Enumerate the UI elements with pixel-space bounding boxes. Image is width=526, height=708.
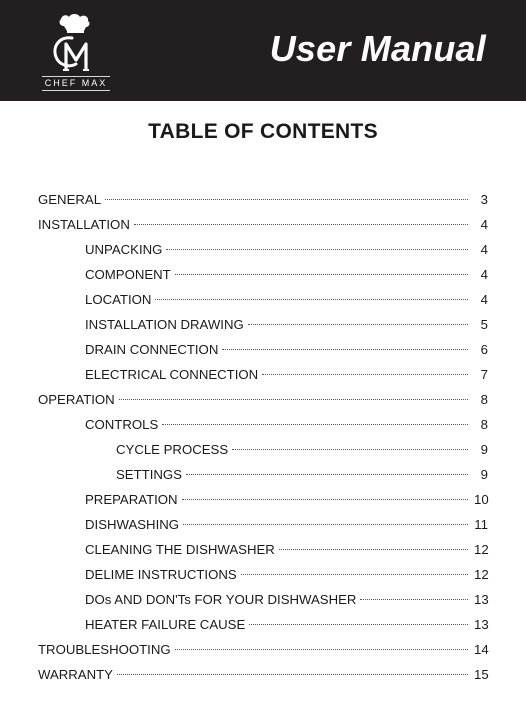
toc-entry-page: 3 <box>480 192 488 207</box>
toc-entry-page: 5 <box>480 317 488 332</box>
toc-entry[interactable] <box>0 387 526 412</box>
toc-entry-label: SETTINGS <box>116 467 182 482</box>
toc-entry-page: 12 <box>474 542 489 557</box>
toc-entry[interactable] <box>0 487 526 512</box>
toc-entry-page: 4 <box>480 292 488 307</box>
toc-entry-label: UNPACKING <box>85 242 163 257</box>
toc-entry[interactable] <box>0 287 526 312</box>
toc-entry-page: 4 <box>480 217 488 232</box>
toc-entry-page: 14 <box>474 642 489 657</box>
toc-entry[interactable] <box>0 412 526 437</box>
toc-dot-leader <box>105 199 468 200</box>
toc-entry-label: WARRANTY <box>38 667 113 682</box>
toc-entry-label: DOs AND DON'Ts FOR YOUR DISHWASHER <box>85 592 357 607</box>
toc-entry-page: 4 <box>480 242 488 257</box>
logo-rule-bottom <box>42 90 110 91</box>
toc-entry-page: 7 <box>480 367 488 382</box>
toc-dot-leader <box>119 399 468 400</box>
toc-entry-label: CYCLE PROCESS <box>116 442 229 457</box>
toc-entry-label: OPERATION <box>38 392 115 407</box>
toc-dot-leader <box>183 524 468 525</box>
toc-dot-leader <box>232 449 468 450</box>
toc-entry-page: 12 <box>474 567 489 582</box>
toc-dot-leader <box>186 474 468 475</box>
table-of-contents <box>0 187 526 687</box>
toc-entry[interactable] <box>0 537 526 562</box>
toc-dot-leader <box>166 249 468 250</box>
toc-dot-leader <box>155 299 468 300</box>
toc-entry[interactable] <box>0 362 526 387</box>
chef-max-logo <box>36 12 116 90</box>
toc-entry[interactable] <box>0 337 526 362</box>
toc-entry[interactable] <box>0 562 526 587</box>
toc-entry-label: DELIME INSTRUCTIONS <box>85 567 237 582</box>
toc-entry-page: 6 <box>480 342 488 357</box>
toc-entry-label: HEATER FAILURE CAUSE <box>85 617 246 632</box>
toc-entry-page: 9 <box>480 442 488 457</box>
toc-entry-label: DISHWASHING <box>85 517 180 532</box>
toc-entry[interactable] <box>0 237 526 262</box>
toc-entry-page: 8 <box>480 417 488 432</box>
toc-entry-page: 8 <box>480 392 488 407</box>
toc-dot-leader <box>134 224 468 225</box>
toc-dot-leader <box>279 549 468 550</box>
logo-text: CHEF MAX <box>44 78 108 88</box>
document-title: User Manual <box>269 28 486 69</box>
toc-heading: TABLE OF CONTENTS <box>148 120 378 143</box>
toc-entry-label: GENERAL <box>38 192 102 207</box>
toc-entry[interactable] <box>0 437 526 462</box>
toc-entry[interactable] <box>0 587 526 612</box>
toc-entry-label: ELECTRICAL CONNECTION <box>85 367 259 382</box>
toc-entry-page: 11 <box>474 517 488 532</box>
toc-entry-page: 10 <box>474 492 489 507</box>
toc-entry-label: LOCATION <box>85 292 152 307</box>
toc-dot-leader <box>162 424 468 425</box>
toc-entry-label: TROUBLESHOOTING <box>38 642 171 657</box>
toc-dot-leader <box>262 374 468 375</box>
toc-entry-label: INSTALLATION <box>38 217 130 232</box>
toc-entry[interactable] <box>0 462 526 487</box>
toc-entry-label: CLEANING THE DISHWASHER <box>85 542 275 557</box>
toc-entry[interactable] <box>0 187 526 212</box>
toc-entry[interactable] <box>0 212 526 237</box>
toc-entry-page: 9 <box>480 467 488 482</box>
toc-entry-label: PREPARATION <box>85 492 178 507</box>
toc-dot-leader <box>175 649 468 650</box>
toc-entry-label: CONTROLS <box>85 417 159 432</box>
toc-entry-page: 15 <box>474 667 489 682</box>
toc-entry[interactable] <box>0 512 526 537</box>
toc-dot-leader <box>175 274 468 275</box>
toc-entry-label: INSTALLATION DRAWING <box>85 317 244 332</box>
toc-dot-leader <box>117 674 468 675</box>
toc-dot-leader <box>360 599 468 600</box>
toc-entry[interactable] <box>0 312 526 337</box>
toc-entry[interactable] <box>0 662 526 687</box>
toc-entry-page: 13 <box>474 617 489 632</box>
toc-dot-leader <box>249 624 468 625</box>
toc-dot-leader <box>222 349 468 350</box>
toc-entry[interactable] <box>0 612 526 637</box>
toc-dot-leader <box>182 499 468 500</box>
logo-rule-top <box>42 76 110 77</box>
toc-entry-page: 13 <box>474 592 489 607</box>
toc-entry[interactable] <box>0 637 526 662</box>
toc-entry[interactable] <box>0 262 526 287</box>
toc-entry-label: DRAIN CONNECTION <box>85 342 219 357</box>
header-bar <box>0 0 526 101</box>
toc-entry-page: 4 <box>480 267 488 282</box>
chef-hat-monogram-icon <box>36 12 116 76</box>
toc-dot-leader <box>248 324 468 325</box>
toc-dot-leader <box>241 574 468 575</box>
toc-entry-label: COMPONENT <box>85 267 171 282</box>
